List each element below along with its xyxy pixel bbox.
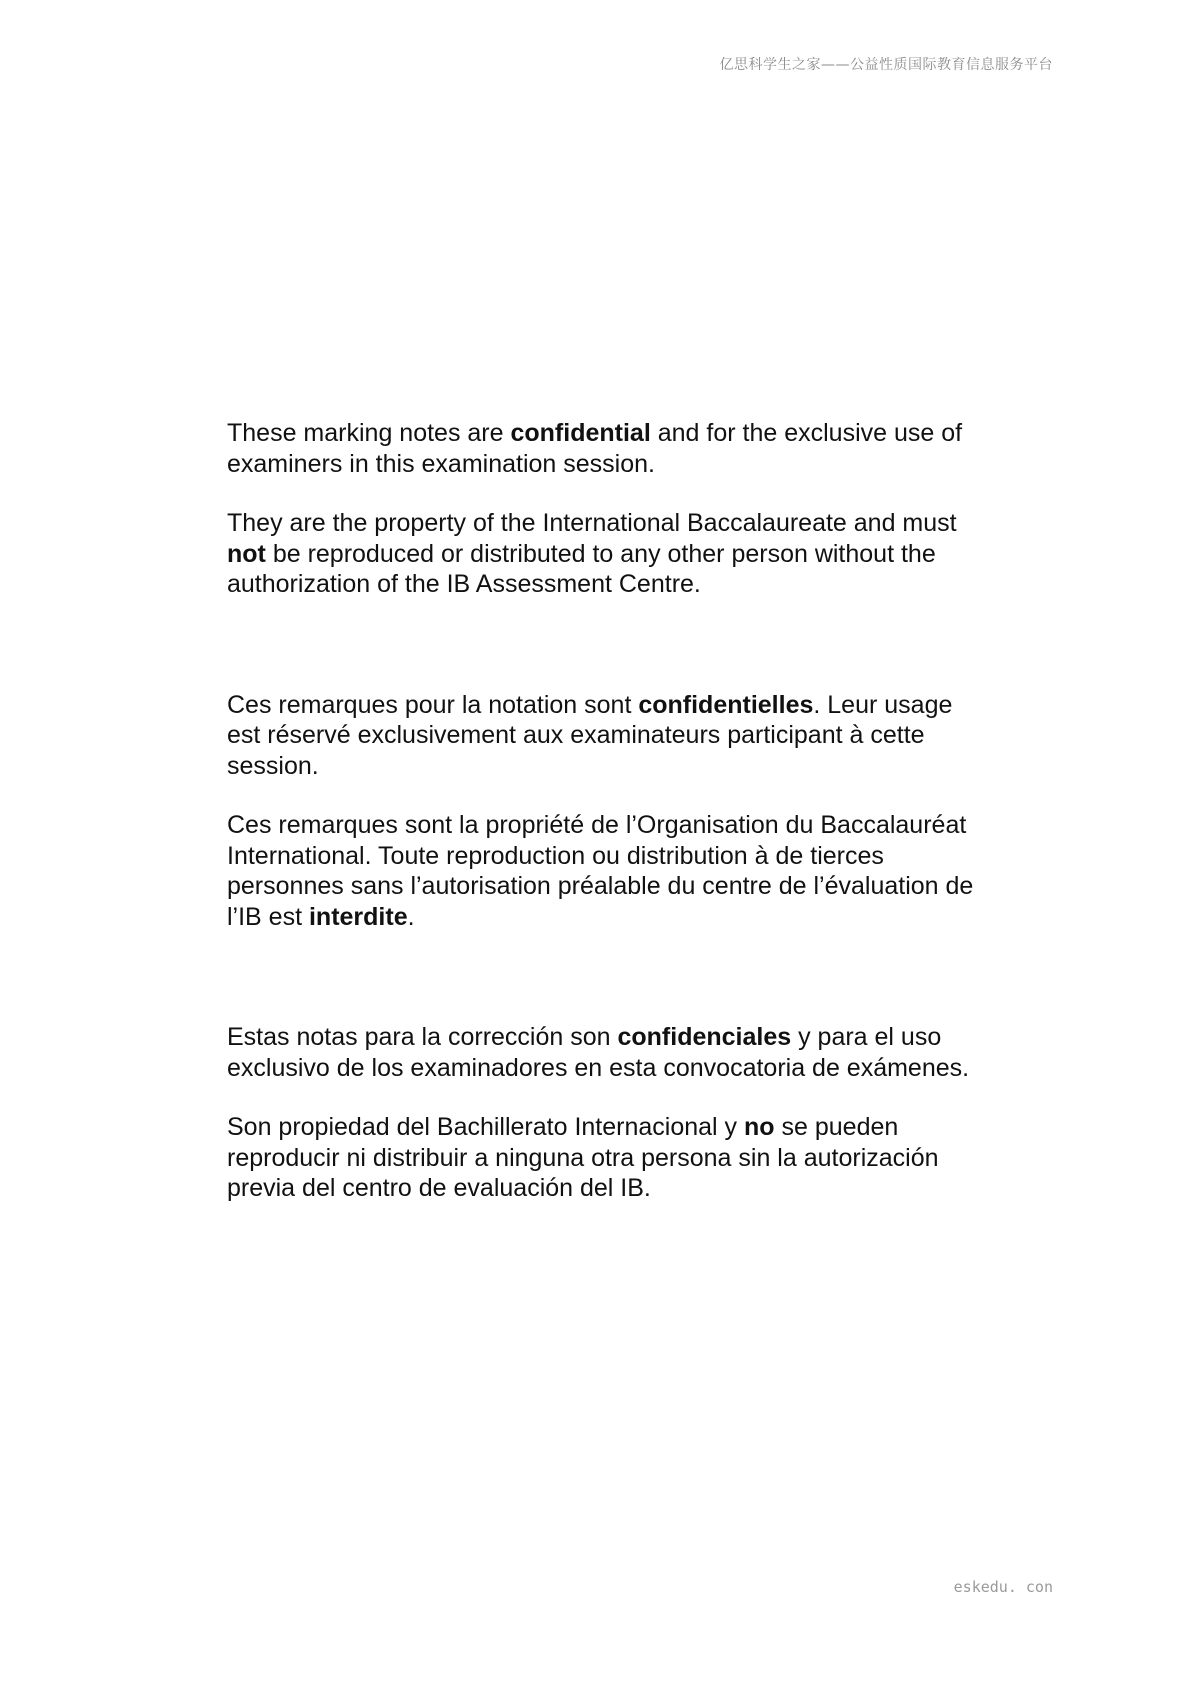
page-header: 亿思科学生之家——公益性质国际教育信息服务平台 (719, 57, 1053, 73)
emphasis-text: confidentielles (638, 690, 814, 719)
text-segment: They are the property of the International Baccalaureate and must (227, 509, 957, 537)
page-footer: eskedu. con (953, 1578, 1053, 1596)
text-segment: be reproduced or distributed to any other person without the authorization of the IB Assessment Centre. (227, 539, 936, 598)
emphasis-text: interdite (308, 902, 408, 931)
text-segment: Son propiedad del Bachillerato Internacional y (227, 1113, 745, 1141)
emphasis-text: confidenciales (617, 1023, 792, 1051)
text-segment: and for the exclusive use of examiners in this examination session. (227, 419, 963, 478)
english-notice-property (227, 508, 987, 600)
text-segment: Ces remarques sont la propriété de l’Organisation du Baccalauréat International. Toute reproduction ou distribution à de tierces personnes sans l’autorisation préalable du centre de l’évaluation de l’IB est (227, 811, 974, 931)
document-body (227, 418, 987, 1204)
text-segment: . (407, 902, 415, 931)
english-notice-confidential (227, 418, 987, 479)
text-segment: y para el uso exclusivo de los examinadores en esta convocatoria de exámenes. (227, 1023, 970, 1082)
french-notice-confidential (227, 690, 987, 782)
spanish-notice-confidential (227, 1022, 987, 1083)
spanish-notice-property (227, 1112, 987, 1204)
text-segment: Estas notas para la corrección son (227, 1023, 618, 1051)
text-segment: . Leur usage est réservé exclusivement aux examinateurs participant à cette session. (227, 690, 953, 780)
french-notice-property (227, 810, 987, 932)
text-segment: These marking notes are (227, 419, 511, 447)
text-segment: se pueden reproducir ni distribuir a ninguna otra persona sin la autorización previa del centro de evaluación del IB. (227, 1113, 939, 1202)
emphasis-text: not (227, 539, 266, 568)
emphasis-text: no (744, 1113, 775, 1141)
text-segment: Ces remarques pour la notation sont (227, 690, 639, 719)
emphasis-text: confidential (510, 419, 651, 447)
